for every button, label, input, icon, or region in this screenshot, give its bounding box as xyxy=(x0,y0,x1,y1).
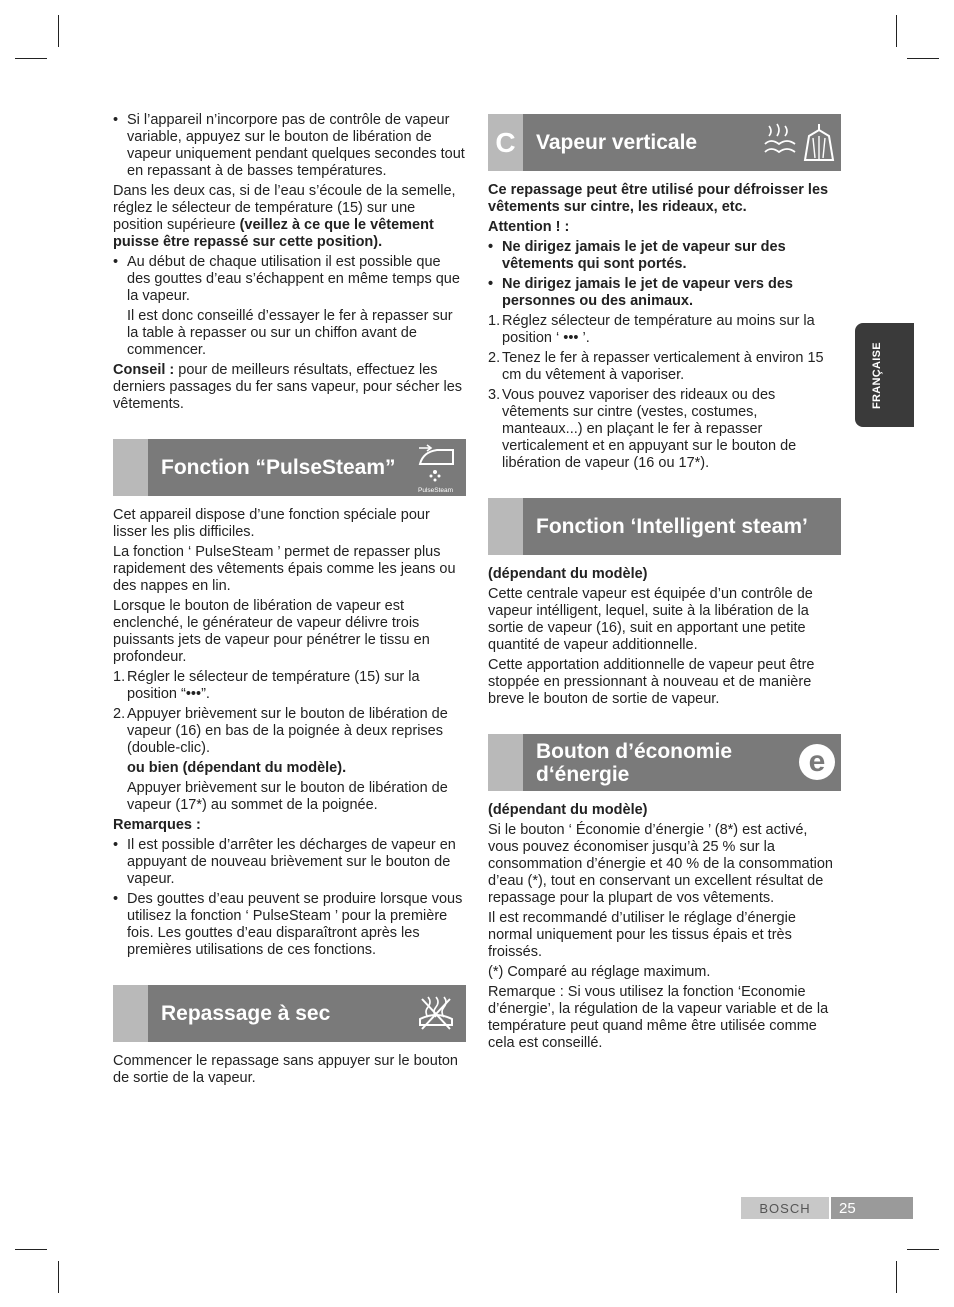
section-heading-vertical-steam: C Vapeur verticale xyxy=(488,114,841,171)
paragraph: Cette apportation additionnelle de vapeur peut être stoppée en pressionnant à nouveau et de manière breve le bouton de sortie de vapeur. xyxy=(488,657,815,707)
vertical-steam-garment-icon xyxy=(761,122,837,169)
paragraph: Cette centrale vapeur est équipée d’un contrôle de vapeur intélligent, lequel, suite à la libération de la sortie de vapeur (16), suit en apportant une petite quantité de vapeur additionnelle. xyxy=(488,586,813,653)
step-item: 2. Tenez le fer à repasser verticalement à environ 15 cm du vêtement à vaporiser. xyxy=(488,350,824,383)
footer-brand: BOSCH xyxy=(741,1197,829,1219)
language-tab-label: FRANÇAISE xyxy=(871,342,883,409)
step-alternative-text: Appuyer brièvement sur le bouton de libération de vapeur (17*) au sommet de la poignée. xyxy=(127,780,448,813)
step-item: 2. Appuyer brièvement sur le bouton de libération de vapeur (16) en bas de la poignée à deux reprises (double-clic). xyxy=(113,706,448,756)
step-item: 3. Vous pouvez vaporiser des rideaux ou des vêtements sur cintre (vestes, costumes, manteaux...) en plaçant le fer à repasser verticalement et en appuyant sur le bouton de libération de vapeur (16 ou 17*). xyxy=(488,387,797,471)
crop-mark xyxy=(58,15,59,47)
crop-mark xyxy=(896,15,897,47)
crop-mark xyxy=(15,1249,47,1250)
warning-item: • Ne dirigez jamais le jet de vapeur sur des vêtements qui sont portés. xyxy=(488,239,786,272)
list-item: • Si l’appareil n’incorpore pas de contrôle de vapeur variable, appuyez sur le bouton de libération de vapeur uniquement pendant quelques secondes tout en repassant à de basses températures. xyxy=(113,112,465,179)
list-item: • Il est possible d’arrêter les décharges de vapeur en appuyant de nouveau brièvement sur le bouton de vapeur. xyxy=(113,837,456,887)
section-title: Fonction ‘Intelligent steam’ xyxy=(536,515,808,538)
svg-text:PulseSteam: PulseSteam xyxy=(418,487,454,494)
section-title: Repassage à sec xyxy=(161,1002,331,1025)
paragraph: La fonction ‘ PulseSteam ’ permet de repasser plus rapidement des vêtements épais comme les jeans ou des nappes en lin. xyxy=(113,544,456,594)
section-title: Fonction “PulseSteam” xyxy=(161,456,396,479)
pulsesteam-iron-icon xyxy=(417,442,457,499)
paragraph: (*) Comparé au réglage maximum. xyxy=(488,964,711,980)
crop-mark xyxy=(907,1249,939,1250)
crop-mark xyxy=(896,1261,897,1293)
paragraph: Cet appareil dispose d’une fonction spéciale pour lisser les plis difficiles. xyxy=(113,507,430,540)
section-heading-energy-saving xyxy=(488,734,841,791)
section-heading-intelligent-steam xyxy=(488,498,841,555)
intro-bold: Ce repassage peut être utilisé pour défroisser les vêtements sur cintre, les rideaux, etc. xyxy=(488,182,829,215)
eco-e-icon: e xyxy=(799,744,835,780)
left-column xyxy=(113,112,466,1090)
section-heading-dry-ironing xyxy=(113,985,466,1042)
right-column xyxy=(488,114,841,1055)
step-item: 1. Réglez sélecteur de température au moins sur la position ‘ ••• ’. xyxy=(488,313,815,346)
section-heading-pulsesteam xyxy=(113,439,466,496)
paragraph: Commencer le repassage sans appuyer sur le bouton de sortie de la vapeur. xyxy=(113,1053,458,1086)
warning-item: • Ne dirigez jamais le jet de vapeur vers des personnes ou des animaux. xyxy=(488,276,793,309)
list-item: • Des gouttes d’eau peuvent se produire lorsque vous utilisez la fonction ‘ PulseSteam ’ pour la première fois. Les gouttes d’eau disparaîtront après les premières utilisations de ces fonctions. xyxy=(113,891,463,958)
model-note: (dépendant du modèle) xyxy=(488,566,648,582)
section-title: Bouton d’économie d‘énergie xyxy=(536,739,732,786)
no-steam-icon xyxy=(416,993,456,1038)
page-number: 25 xyxy=(831,1197,913,1219)
tip-paragraph: Conseil : pour de meilleurs résultats, effectuez les derniers passages du fer sans vapeur, pour sécher les vêtements. xyxy=(113,362,463,412)
paragraph: Lorsque le bouton de libération de vapeur est enclenché, le générateur de vapeur délivre trois puissants jets de vapeur pour pénétrer le tissu en profondeur. xyxy=(113,598,430,665)
step-item: 1. Régler le sélecteur de température (15) sur la position “•••”. xyxy=(113,669,420,702)
paragraph: Dans les deux cas, si de l’eau s’écoule de la semelle, réglez le sélecteur de température (15) sur une position supérieure (veillez à ce que le vêtement puisse être repassé sur cette position). xyxy=(113,183,456,250)
language-tab xyxy=(855,323,914,427)
list-item: • Au début de chaque utilisation il est possible que des gouttes d’eau s’échappent en même temps que la vapeur. xyxy=(113,254,460,304)
remarks-label: Remarques : xyxy=(113,817,201,833)
paragraph: Remarque : Si vous utilisez la fonction ‘Economie d’énergie’, la régulation de la vapeur variable et de la température peut quand même être utilisée comme cela est conseillé. xyxy=(488,984,829,1051)
section-title: Vapeur verticale xyxy=(536,131,698,154)
attention-label: Attention ! : xyxy=(488,219,570,235)
paragraph: Si le bouton ‘ Économie d’énergie ’ (8*) est activé, vous pouvez économiser jusqu’à 25 % sur la consommation d’énergie et 40 % de la consommation d’eau (*), tout en conservant un excellent résultat de repassage pour la plupart de vos vêtements. xyxy=(488,822,833,906)
paragraph: Il est recommandé d’utiliser le réglage d’énergie normal uniquement pour les tissus épais et très froissés. xyxy=(488,910,796,960)
model-note: (dépendant du modèle) xyxy=(488,802,648,818)
crop-mark xyxy=(58,1261,59,1293)
list-item-continuation: Il est donc conseillé d’essayer le fer à repasser sur la table à repasser ou sur un chiffon avant de commencer. xyxy=(127,308,453,358)
crop-mark xyxy=(15,58,47,59)
crop-mark xyxy=(907,58,939,59)
step-alternative-label: ou bien (dépendant du modèle). xyxy=(127,760,347,776)
